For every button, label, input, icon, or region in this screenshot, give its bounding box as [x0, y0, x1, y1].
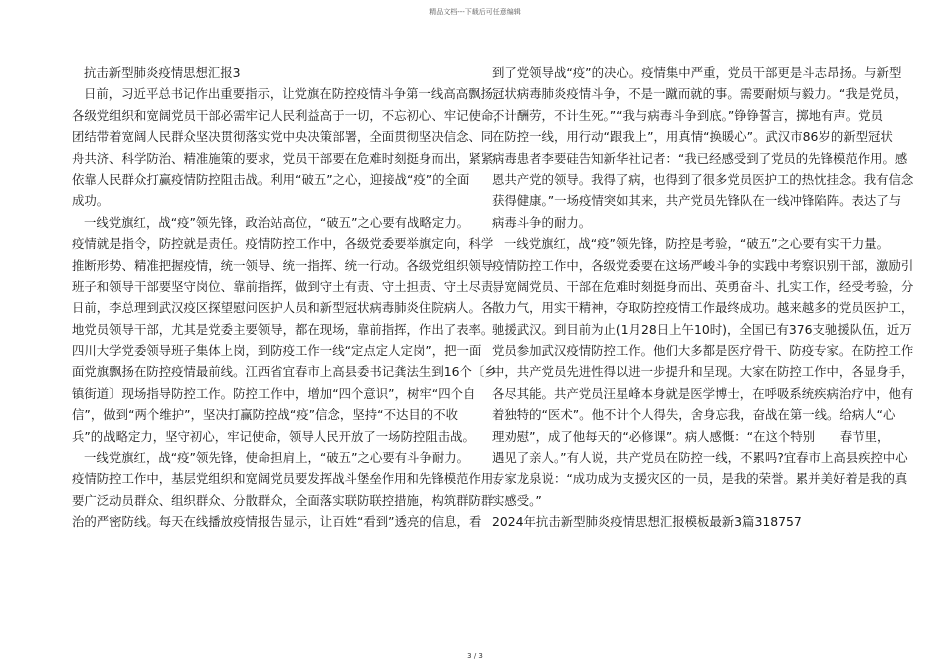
- text-line: 团结带着宽阔人民群众坚决贯彻落实党中央决策部署，全面贯彻坚决信念、同: [72, 129, 494, 145]
- text-line: 着独特的“医术”。他不计个人得失，舍身忘我，奋战在第一线。给病人“心: [492, 407, 896, 423]
- text-line: 病毒斗争的耐力。: [492, 214, 592, 230]
- left-column: [72, 62, 506, 533]
- text-line: 专家龙泉说：“成功成为支援灾区的一员，是我的荣誉。累并美好着是我的真: [492, 471, 908, 487]
- text-line: 日前，李总理到武汉疫区探望慰问医护人员和新型冠状病毒肺炎住院病人。各: [72, 300, 494, 316]
- text-line: 病毒患者李要硅告知新华社记者：“我已经感受到了党员的先锋模范作用。感: [492, 150, 908, 166]
- text-line: 一线党旗红，战“疫”领先锋，防控是考验，“破五”之心要有实干力量。: [504, 236, 890, 252]
- page-number: 3 / 3: [467, 652, 483, 660]
- text-line: 四川大学党委领导班子集体上岗，到防疫工作一线“定点定人定岗”，把一面: [72, 343, 482, 359]
- text-line: 各尽其能。共产党员汪星峰本身就是医学博士，在呼吸系统疾病治疗中，他有: [492, 385, 914, 401]
- text-line: 2024年抗击新型肺炎疫情思想汇报模板最新3篇318757: [492, 514, 802, 530]
- text-line: 在防控一线，用行动“跟我上”，用真情“换暖心”。武汉市86岁的新型冠状: [492, 129, 893, 145]
- text-line: 导宽阔党员、干部在危难时刻挺身而出、英勇奋斗、扎实工作，经受考验，分: [492, 278, 914, 294]
- text-line: 推断形势、精准把握疫情，统一领导、统一指挥、统一行动。各级党组织领导: [72, 257, 494, 273]
- text-line: 要广泛动员群众、组织群众、分散群众，全面落实联防联控措施，构筑群防群: [72, 492, 494, 508]
- text-line: 中，共产党员先进性得以进一步提升和呈现。大家在防控工作中，各显身手，: [492, 364, 914, 380]
- text-line: 散力气，用实干精神，夺取防控疫情工作最终成功。越来越多的党员医护工，: [492, 300, 914, 316]
- text-line: 成功。: [72, 193, 110, 209]
- text-line: 获得健康。”一场疫情突如其来，共产党员先锋队在一线冲锋陷阵。表达了与: [492, 193, 902, 209]
- text-line: 班子和领导干部要坚守岗位、靠前指挥，做到守土有责、守土担责、守土尽责。: [72, 278, 506, 294]
- text-line: 疫情防控工作中，基层党组织和宽阔党员要发挥战斗堡垒作用和先锋模范作用。: [72, 471, 506, 487]
- document-title: 抗击新型肺炎疫情思想汇报3: [84, 65, 241, 80]
- text-line: 依靠人民群众打赢疫情防控阻击战。利用“破五”之心，迎接战“疫”的全面: [72, 171, 470, 187]
- text-line: 党员参加武汉疫情防控工作。他们大多都是医疗骨干、防疫专家。在防控工作: [492, 343, 914, 359]
- right-column: [492, 62, 914, 533]
- text-line: 疫情防控工作中，各级党委要在这场严峻斗争的实践中考察识别干部，激励引: [492, 257, 914, 273]
- text-line: 疫情就是指令，防控就是责任。疫情防控工作中，各级党委要举旗定向，科学: [72, 236, 494, 252]
- text-line: 冠状病毒肺炎疫情斗争，不是一蹴而就的事。需要耐烦与毅力。“我是党员，: [492, 86, 908, 102]
- text-line: 治的严密防线。每天在线播放疫情报告显示，让百姓“看到”透亮的信息，看: [72, 514, 482, 530]
- text-line: 遇见了亲人。”有人说，共产党员在防控一线，不累吗?宜春市上高县疾控中心: [492, 450, 908, 466]
- header-note: 精品文档---下载后可任意编辑: [429, 8, 521, 16]
- text-line: 日前，习近平总书记作出重要指示，让党旗在防控疫情斗争第一线高高飘扬。: [84, 86, 506, 102]
- text-line: 到了党领导战“疫”的决心。疫情集中严重，党员干部更是斗志昂扬。与新型: [492, 65, 902, 80]
- text-line: 各级党组织和宽阔党员干部必需牢记人民利益高于一切，不忘初心、牢记使命，: [72, 107, 506, 123]
- text-line: 一线党旗红，战“疫”领先锋，使命担肩上，“破五”之心要有斗争耐力。: [84, 450, 470, 466]
- text-line: 一线党旗红，战“疫”领先锋，政治站高位，“破五”之心要有战略定力。: [84, 214, 470, 230]
- text-line: 理劝慰”，成了他每天的“必修课”。病人感慨：“在这个特别 春节里，: [492, 428, 890, 444]
- text-line: 信”，做到“两个维护”，坚决打赢防控战“疫”信念，坚持“不达目的不收: [72, 407, 458, 423]
- text-line: 兵”的战略定力，坚守初心，牢记使命，领导人民开放了一场防控阻击战。: [72, 428, 475, 444]
- text-line: 舟共济、科学防治、精准施策的要求，党员干部要在危难时刻挺身而出，紧紧: [72, 150, 494, 166]
- text-line: 驰援武汉。到目前为止(1月28日上午10时)，全国已有376支驰援队伍，近万: [492, 321, 912, 337]
- text-line: 不计酬劳，不计生死。”“我与病毒斗争到底。”铮铮誓言，掷地有声。党员: [492, 107, 883, 123]
- text-line: 恩共产党的领导。我得了病，也得到了很多党员医护工的热忱挂念。我有信念: [492, 171, 914, 187]
- text-line: 面党旗飘扬在防控疫情最前线。江西省宜春市上高县委书记龚法生到16个〔乡: [72, 364, 497, 380]
- text-line: 实感受。”: [492, 492, 542, 508]
- text-line: 镇街道〕现场指导防控工作。防控工作中，增加“四个意识”，树牢“四个自: [72, 385, 476, 401]
- text-line: 地党员领导干部，尤其是党委主要领导，都在现场，靠前指挥，作出了表率。: [72, 321, 494, 337]
